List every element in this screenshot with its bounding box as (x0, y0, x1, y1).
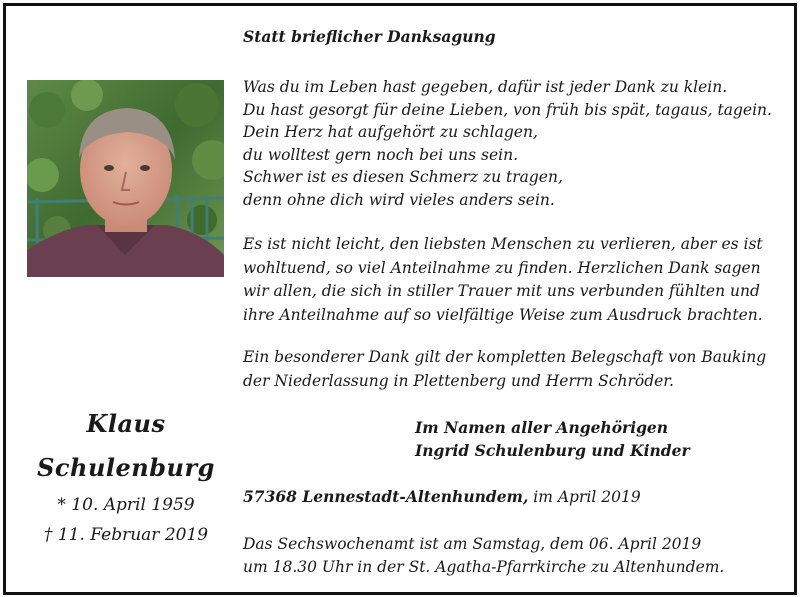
portrait-photo (27, 80, 224, 277)
service-line: um 18.30 Uhr in der St. Agatha-Pfarrkirche zu Altenhundem. (243, 558, 725, 576)
paragraph-line: wohltuend, so viel Anteilnahme zu finden. Herzlichen Dank sagen (243, 258, 761, 277)
paragraph-line: wir allen, die sich in stiller Trauer mit uns verbunden fühlten und (243, 282, 760, 300)
paragraph-line: der Niederlassung in Plettenberg und Herrn Schröder. (243, 371, 674, 390)
signature-line: Im Namen aller Angehörigen (415, 418, 669, 437)
service-line: Das Sechswochenamt ist am Samstag, dem 06. April 2019 (243, 535, 702, 553)
paragraph-line: Ein besonderer Dank gilt der kompletten Belegschaft von Bauking (243, 348, 767, 366)
first-name: Klaus (86, 409, 166, 438)
obituary-card (3, 3, 797, 595)
poem-line: Was du im Leben hast gegeben, dafür ist jeder Dank zu klein. (243, 78, 728, 96)
poem-line: Schwer ist es diesen Schmerz zu tragen, (243, 168, 563, 186)
death-date: † 11. Februar 2019 (43, 525, 209, 545)
special-thanks-paragraph (243, 346, 788, 393)
place-date-text: im April 2019 (528, 488, 641, 506)
paragraph-line: Es ist nicht leicht, den liebsten Menschen zu verlieren, aber es ist (243, 235, 763, 253)
service-info (243, 533, 788, 579)
place-date (243, 486, 788, 508)
signature-line: Ingrid Schulenburg und Kinder (415, 441, 690, 460)
notice-heading: Statt brieflicher Danksagung (243, 27, 496, 46)
poem-line: Du hast gesorgt für deine Lieben, von früh bis spät, tagaus, tagein. (243, 100, 772, 119)
thanks-paragraph (243, 233, 788, 327)
paragraph-line: ihre Anteilnahme auf so vielfältige Weise zum Ausdruck brachten. (243, 305, 763, 324)
last-name: Schulenburg (37, 453, 215, 482)
place-location: 57368 Lennestadt-Altenhundem, (243, 487, 529, 506)
birth-date: * 10. April 1959 (57, 495, 195, 515)
poem (243, 76, 788, 211)
deceased-info (6, 402, 246, 550)
signature (415, 416, 690, 462)
poem-line: du wolltest gern noch bei uns sein. (243, 145, 518, 164)
poem-line: denn ohne dich wird vieles anders sein. (243, 190, 555, 209)
poem-line: Dein Herz hat aufgehört zu schlagen, (243, 123, 538, 141)
